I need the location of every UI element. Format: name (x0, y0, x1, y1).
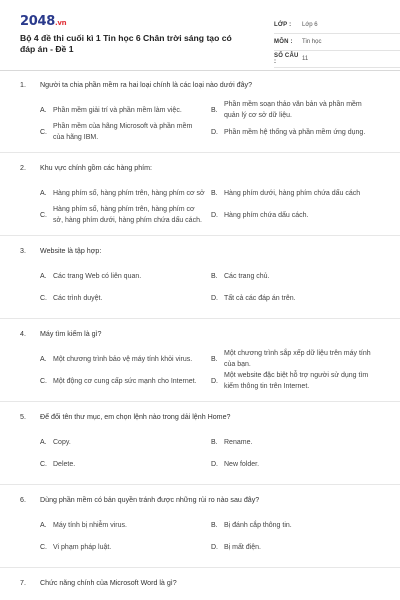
option-letter: B. (211, 438, 218, 446)
answer-option[interactable] (211, 99, 382, 121)
question-list (20, 80, 382, 588)
option-text: Bị đánh cắp thông tin. (224, 521, 292, 529)
meta-key: LỚP : (274, 22, 292, 28)
answer-option[interactable] (40, 182, 211, 204)
question-divider (0, 567, 400, 568)
answer-option[interactable] (211, 348, 382, 370)
question-divider (0, 318, 400, 319)
option-letter: B. (211, 272, 218, 280)
option-text: Các trang chủ. (224, 272, 270, 280)
question-number: 6. (20, 496, 26, 504)
exam-meta (274, 17, 400, 68)
question-text (20, 80, 382, 90)
option-letter: A. (40, 189, 47, 197)
option-text: Phần mềm soạn thảo văn bản và phần mềm quản lý cơ sở dữ liệu. (224, 101, 362, 119)
question-stem: Chức năng chính của Microsoft Word là gì? (40, 579, 177, 587)
option-text: New folder. (224, 460, 260, 468)
option-text: Hàng phím chứa dấu cách. (224, 211, 309, 219)
question-number: 2. (20, 164, 26, 172)
option-letter: B. (211, 521, 218, 529)
option-text: Hàng phím số, hàng phím trên, hàng phím cơ sở, hàng phím dưới, hàng phím chứa dấu cách. (53, 206, 202, 224)
question-divider (0, 152, 400, 153)
option-letter: C. (40, 460, 47, 468)
option-letter: A. (40, 521, 47, 529)
option-text: Các trang Web có liên quan. (53, 272, 142, 280)
question-stem: Website là tập hợp: (40, 247, 102, 255)
question-text (20, 329, 382, 339)
answer-option[interactable] (211, 514, 382, 536)
answer-option[interactable] (211, 431, 382, 453)
option-letter: B. (211, 355, 218, 363)
question-item (20, 329, 382, 402)
option-letter: D. (211, 460, 218, 468)
meta-key: SỐ CÂU : (274, 53, 299, 65)
answer-option[interactable] (211, 204, 382, 226)
answer-option[interactable] (40, 121, 211, 143)
option-text: Hàng phím số, hàng phím trên, hàng phím cơ sở (53, 189, 205, 197)
option-letter: A. (40, 355, 47, 363)
answer-options (40, 182, 382, 226)
page-header (20, 14, 382, 65)
option-text: Hàng phím dưới, hàng phím chứa dấu cách (224, 189, 361, 197)
question-stem: Người ta chia phần mềm ra hai loại chính là các loại nào dưới đây? (40, 81, 253, 89)
option-text: Máy tính bị nhiễm virus. (53, 521, 127, 529)
option-text: Phần mềm hệ thống và phần mềm ứng dụng. (224, 128, 366, 136)
option-text: Phần mềm giải trí và phần mềm làm việc. (53, 106, 182, 114)
meta-row-subject (274, 34, 400, 51)
option-text: Phần mềm của hãng Microsoft và phần mềm của hãng IBM. (53, 123, 193, 141)
question-item (20, 578, 382, 588)
question-item (20, 80, 382, 153)
answer-option[interactable] (40, 514, 211, 536)
question-number: 7. (20, 579, 26, 587)
option-text: Một chương trình sắp xếp dữ liệu trên máy tính của bạn. (224, 350, 371, 368)
question-stem: Máy tìm kiếm là gì? (40, 330, 102, 338)
option-text: Một chương trình bảo vệ máy tính khỏi virus. (53, 355, 193, 363)
option-letter: D. (211, 294, 218, 302)
answer-option[interactable] (40, 348, 211, 370)
option-letter: D. (211, 543, 218, 551)
option-letter: C. (40, 294, 47, 302)
question-item (20, 163, 382, 236)
option-text: Vi phạm pháp luật. (53, 543, 112, 551)
question-text (20, 495, 382, 505)
question-text (20, 412, 382, 422)
answer-option[interactable] (211, 453, 382, 475)
answer-option[interactable] (40, 536, 211, 558)
option-letter: C. (40, 377, 47, 385)
meta-row-count (274, 51, 400, 68)
option-text: Các trình duyệt. (53, 294, 103, 302)
option-text: Delete. (53, 460, 76, 468)
question-text (20, 246, 382, 256)
logo-text: 2048 (20, 14, 55, 29)
question-number: 5. (20, 413, 26, 421)
option-letter: C. (40, 211, 47, 219)
answer-option[interactable] (40, 204, 211, 226)
option-text: Một website đặc biệt hỗ trợ người sử dụng tìm kiếm thông tin trên Internet. (224, 372, 369, 390)
logo-suffix: .vn (54, 19, 67, 27)
option-letter: A. (40, 272, 47, 280)
question-number: 3. (20, 247, 26, 255)
answer-option[interactable] (211, 536, 382, 558)
question-stem: Để đổi tên thư mục, em chọn lệnh nào trong dải lệnh Home? (40, 413, 231, 421)
answer-option[interactable] (211, 265, 382, 287)
option-text: Bị mất điện. (224, 543, 261, 551)
option-letter: D. (211, 377, 218, 385)
question-number: 1. (20, 81, 26, 89)
answer-option[interactable] (40, 370, 211, 392)
answer-option[interactable] (211, 370, 382, 392)
option-letter: B. (211, 189, 218, 197)
meta-row-class (274, 17, 400, 34)
option-text: Tất cả các đáp án trên. (224, 294, 296, 302)
answer-option[interactable] (40, 99, 211, 121)
answer-option[interactable] (40, 265, 211, 287)
question-divider (0, 235, 400, 236)
question-divider (0, 401, 400, 402)
meta-value: Lớp 6 (302, 22, 318, 28)
option-letter: D. (211, 211, 218, 219)
answer-options (40, 265, 382, 309)
answer-option[interactable] (211, 287, 382, 309)
answer-options (40, 348, 382, 392)
option-letter: A. (40, 438, 47, 446)
question-text (20, 578, 382, 588)
question-item (20, 495, 382, 568)
option-text: Một động cơ cung cấp sức mạnh cho Internet. (53, 377, 197, 385)
question-text (20, 163, 382, 173)
option-letter: A. (40, 106, 47, 114)
answer-option[interactable] (211, 121, 382, 143)
option-letter: C. (40, 543, 47, 551)
question-number: 4. (20, 330, 26, 338)
answer-option[interactable] (40, 453, 211, 475)
answer-options (40, 431, 382, 475)
answer-option[interactable] (40, 287, 211, 309)
option-letter: C. (40, 128, 47, 136)
question-item (20, 246, 382, 319)
option-letter: B. (211, 106, 218, 114)
option-text: Rename. (224, 438, 253, 446)
meta-value: Tin học (302, 39, 322, 45)
answer-option[interactable] (211, 182, 382, 204)
header-divider (0, 70, 400, 71)
answer-options (40, 514, 382, 558)
question-stem: Khu vực chính gồm các hàng phím: (40, 164, 153, 172)
question-stem: Dùng phần mềm có bản quyền tránh được những rủi ro nào sau đây? (40, 496, 260, 504)
answer-options (40, 99, 382, 143)
option-text: Copy. (53, 438, 71, 446)
meta-value: 11 (302, 56, 309, 62)
document-title: Bộ 4 đề thi cuối kì 1 Tin học 6 Chân trời sáng tạo có đáp án - Đề 1 (20, 33, 232, 54)
answer-option[interactable] (40, 431, 211, 453)
question-divider (0, 484, 400, 485)
option-letter: D. (211, 128, 218, 136)
question-item (20, 412, 382, 485)
meta-key: MÔN : (274, 39, 293, 45)
